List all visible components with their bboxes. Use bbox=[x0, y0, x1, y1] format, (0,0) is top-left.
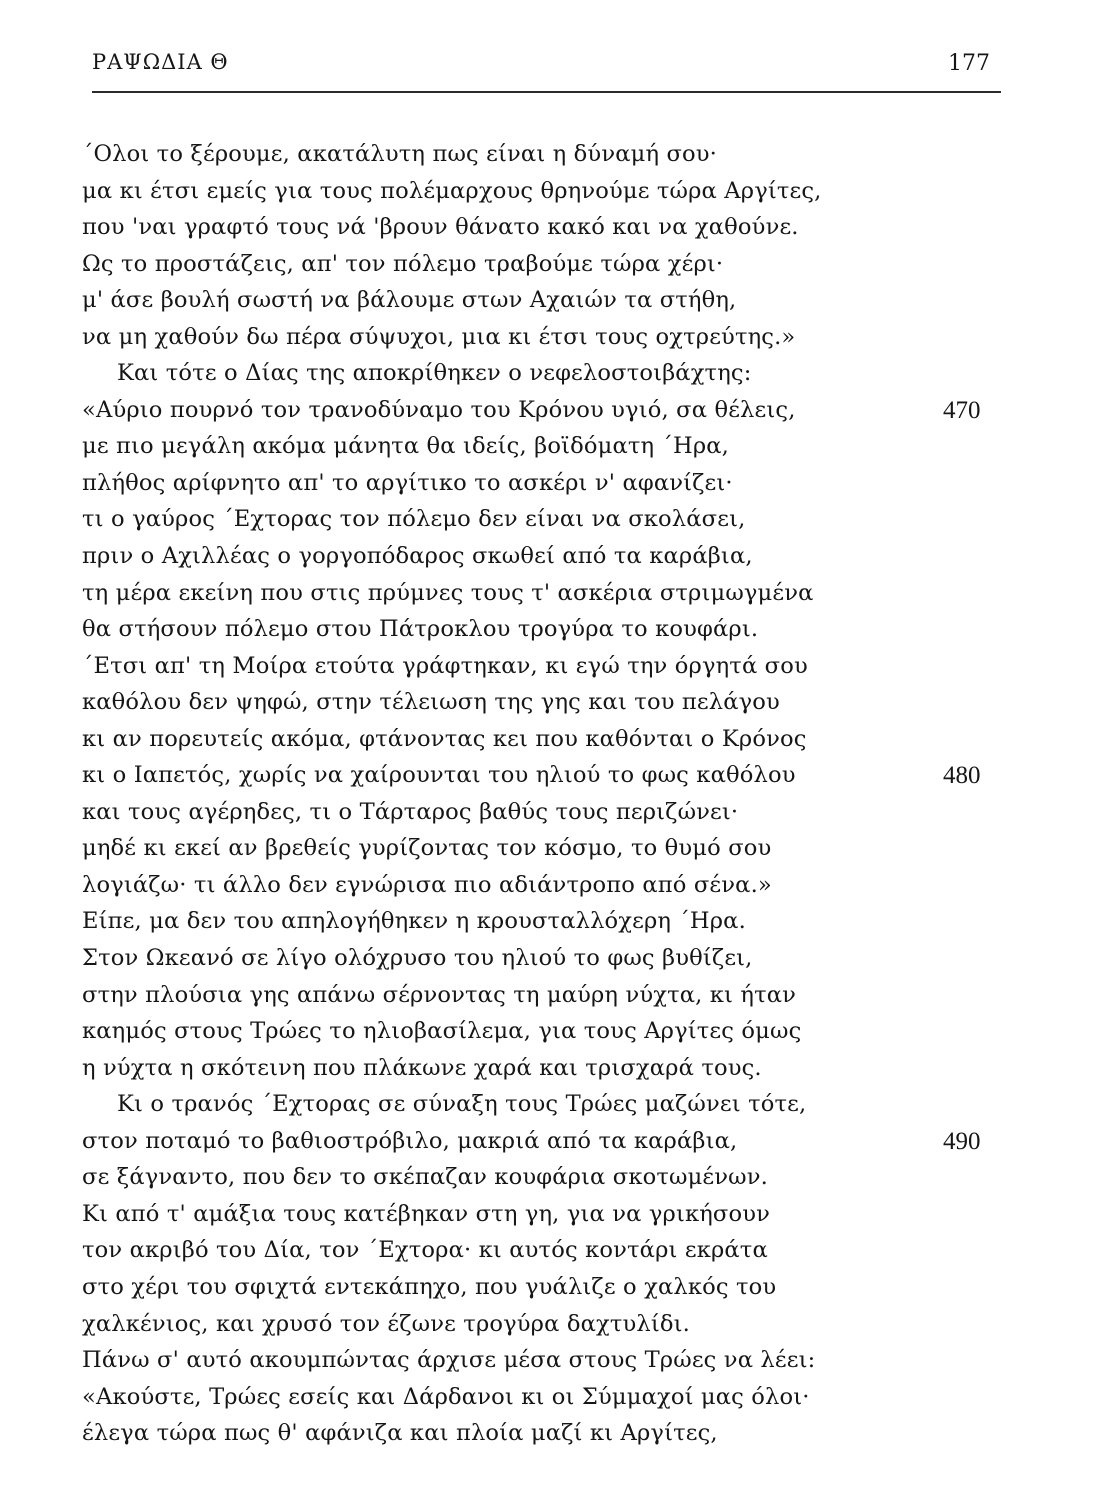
verse-line bbox=[0, 1306, 1095, 1343]
verse-line-text: Ως το προστάζεις, απ' τον πόλεμο τραβούμε τώρα χέρι· bbox=[82, 250, 724, 277]
verse-line bbox=[0, 355, 1095, 392]
verse-line bbox=[0, 1232, 1095, 1269]
verse-line-text: να μη χαθούν δω πέρα σύψυχοι, μια κι έτσι τους οχτρεύτης.» bbox=[82, 323, 796, 350]
verse-line bbox=[0, 794, 1095, 831]
verse-line-text: Είπε, μα δεν του απηλογήθηκεν η κρουσταλλόχερη ΄Ηρα. bbox=[82, 908, 746, 935]
running-head bbox=[92, 47, 1000, 87]
verse-line-text: τον ακριβό του Δία, τον ΄Εχτορα· κι αυτός κοντάρι εκράτα bbox=[82, 1237, 768, 1264]
verse-line bbox=[0, 209, 1095, 246]
verse-line-text: «Αύριο πουρνό τον τρανοδύναμο του Κρόνου υγιό, σα θέλεις, bbox=[82, 396, 796, 423]
verse-line bbox=[0, 1415, 1095, 1452]
verse-line bbox=[0, 611, 1095, 648]
verse-line bbox=[0, 648, 1095, 685]
verse-line bbox=[0, 136, 1095, 173]
verse-line bbox=[0, 1086, 1095, 1123]
verse-line-text: Και τότε ο Δίας της αποκρίθηκεν ο νεφελοστοιβάχτης: bbox=[117, 360, 752, 387]
verse-line bbox=[0, 428, 1095, 465]
verse-line bbox=[0, 757, 1095, 794]
verse-line bbox=[0, 684, 1095, 721]
verse-line-text: τη μέρα εκείνη που στις πρύμνες τους τ' ασκέρια στριμωγμένα bbox=[82, 579, 814, 606]
verse-text bbox=[0, 136, 1095, 1452]
verse-line-text: Κι ο τρανός ΄Εχτορας σε σύναξη τους Τρώες μαζώνει τότε, bbox=[117, 1091, 807, 1118]
verse-line bbox=[0, 903, 1095, 940]
verse-line-text: μα κι έτσι εμείς για τους πολέμαρχους θρηνούμε τώρα Αργίτες, bbox=[82, 177, 822, 204]
verse-line-text: κι αν πορευτείς ακόμα, φτάνοντας κει που καθόνται ο Κρόνος bbox=[82, 725, 807, 752]
verse-line-text: λογιάζω· τι άλλο δεν εγνώρισα πιο αδιάντροπο από σένα.» bbox=[82, 871, 772, 898]
verse-line-text: Στον Ωκεανό σε λίγο ολόχρυσο του ηλιού το φως βυθίζει, bbox=[82, 945, 753, 972]
verse-line bbox=[0, 1123, 1095, 1160]
verse-line-text: η νύχτα η σκότεινη που πλάκωνε χαρά και τρισχαρά τους. bbox=[82, 1054, 762, 1081]
verse-line bbox=[0, 501, 1095, 538]
verse-line-text: «Ακούστε, Τρώες εσείς και Δάρδανοι κι οι Σύμμαχοί μας όλοι· bbox=[82, 1383, 810, 1410]
verse-line bbox=[0, 319, 1095, 356]
verse-line-text: χαλκένιος, και χρυσό τον έζωνε τρογύρα δαχτυλίδι. bbox=[82, 1310, 690, 1337]
verse-line-text: ΄Ολοι το ξέρουμε, ακατάλυτη πως είναι η δύναμή σου· bbox=[82, 141, 718, 167]
verse-line bbox=[0, 867, 1095, 904]
verse-line bbox=[0, 173, 1095, 210]
page-number: 177 bbox=[948, 51, 990, 76]
verse-line-text: τι ο γαύρος ΄Εχτορας τον πόλεμο δεν είναι να σκολάσει, bbox=[82, 506, 746, 533]
verse-line-text: μηδέ κι εκεί αν βρεθείς γυρίζοντας τον κόσμο, το θυμό σου bbox=[82, 835, 772, 862]
verse-line-text: θα στήσουν πόλεμο στου Πάτροκλου τρογύρα το κουφάρι. bbox=[82, 616, 759, 643]
line-number: 470 bbox=[943, 396, 981, 424]
verse-line-text: ΄Ετσι απ' τη Μοίρα ετούτα γράφτηκαν, κι εγώ την όργητά σου bbox=[82, 652, 808, 679]
verse-line bbox=[0, 940, 1095, 977]
verse-line bbox=[0, 721, 1095, 758]
header-rule bbox=[92, 91, 1001, 93]
verse-line bbox=[0, 246, 1095, 283]
verse-line-text: καθόλου δεν ψηφώ, στην τέλειωση της γης και του πελάγου bbox=[82, 689, 780, 716]
verse-line bbox=[0, 830, 1095, 867]
verse-line-text: στην πλούσια γης απάνω σέρνοντας τη μαύρη νύχτα, κι ήταν bbox=[82, 981, 797, 1008]
verse-line bbox=[0, 1379, 1095, 1416]
verse-line-text: Κι από τ' αμάξια τους κατέβηκαν στη γη, για να γρικήσουν bbox=[82, 1200, 771, 1227]
verse-line bbox=[0, 1050, 1095, 1087]
verse-line bbox=[0, 1159, 1095, 1196]
verse-line bbox=[0, 1342, 1095, 1379]
verse-line bbox=[0, 538, 1095, 575]
verse-line-text: κι ο Ιαπετός, χωρίς να χαίρουνται του ηλιού το φως καθόλου bbox=[82, 762, 796, 789]
verse-line-text: με πιο μεγάλη ακόμα μάνητα θα ιδείς, βοϊδόματη ΄Ηρα, bbox=[82, 433, 729, 460]
verse-line-text: έλεγα τώρα πως θ' αφάνιζα και πλοία μαζί κι Αργίτες, bbox=[82, 1420, 718, 1447]
line-number: 480 bbox=[943, 762, 981, 790]
verse-line-text: καημός στους Τρώες το ηλιοβασίλεμα, για τους Αργίτες όμως bbox=[82, 1018, 802, 1045]
verse-line bbox=[0, 465, 1095, 502]
verse-line-text: στο χέρι του σφιχτά εντεκάπηχο, που γυάλιζε ο χαλκός του bbox=[82, 1273, 777, 1300]
verse-line bbox=[0, 977, 1095, 1014]
verse-line-text: Πάνω σ' αυτό ακουμπώντας άρχισε μέσα στους Τρώες να λέει: bbox=[82, 1347, 816, 1374]
verse-line bbox=[0, 1269, 1095, 1306]
verse-line-text: πριν ο Αχιλλέας ο γοργοπόδαρος σκωθεί από τα καράβια, bbox=[82, 543, 753, 570]
verse-line bbox=[0, 282, 1095, 319]
verse-line-text: στον ποταμό το βαθιοστρόβιλο, μακριά από τα καράβια, bbox=[82, 1127, 738, 1154]
verse-line bbox=[0, 392, 1095, 429]
verse-line-text: πλήθος αρίφνητο απ' το αργίτικο το ασκέρι ν' αφανίζει· bbox=[82, 469, 733, 496]
verse-line bbox=[0, 1013, 1095, 1050]
verse-line bbox=[0, 1196, 1095, 1233]
running-title: ΡΑΨΩΔΙΑ Θ bbox=[92, 50, 229, 74]
verse-line bbox=[0, 575, 1095, 612]
verse-line-text: σε ξάγναντο, που δεν το σκέπαζαν κουφάρια σκοτωμένων. bbox=[82, 1164, 768, 1191]
verse-line-text: μ' άσε βουλή σωστή να βάλουμε στων Αχαιών τα στήθη, bbox=[82, 287, 737, 314]
verse-line-text: που 'ναι γραφτό τους νά 'βρουν θάνατο κακό και να χαθούνε. bbox=[82, 214, 799, 241]
verse-line-text: και τους αγέρηδες, τι ο Τάρταρος βαθύς τους περιζώνει· bbox=[82, 798, 739, 825]
line-number: 490 bbox=[943, 1127, 981, 1155]
